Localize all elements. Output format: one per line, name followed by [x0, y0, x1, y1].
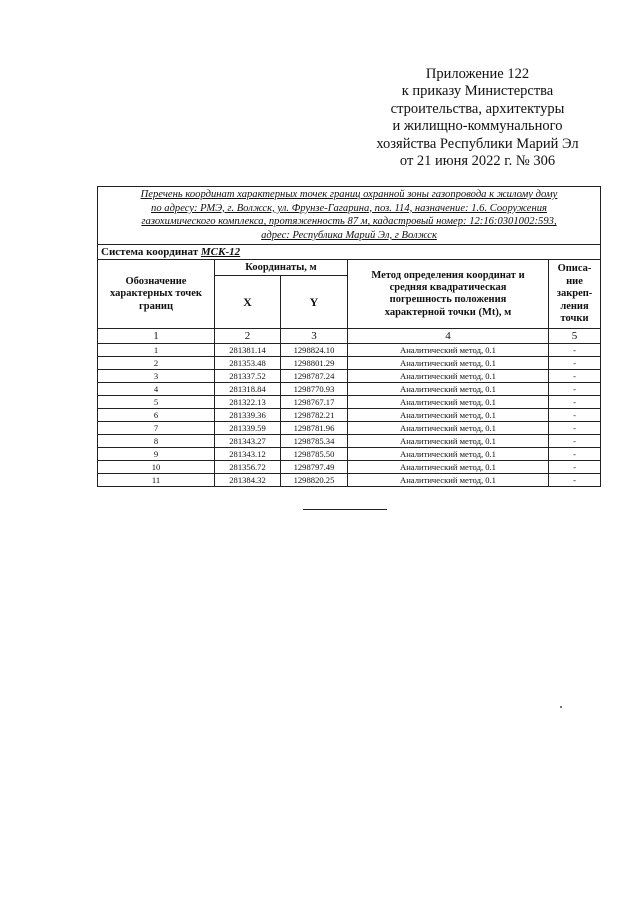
cell-coord-y: 1298781.96 [281, 422, 348, 435]
cell-coord-y: 1298787.24 [281, 370, 348, 383]
cell-coord-x: 281343.12 [215, 448, 281, 461]
coordinate-system-name: МСК-12 [200, 246, 241, 259]
cell-method: Аналитический метод, 0.1 [348, 435, 549, 448]
cell-coord-y: 1298770.93 [281, 383, 348, 396]
column-number: 2 [215, 329, 281, 344]
header-x: X [215, 276, 281, 329]
header-method-line: Метод определения координат и [371, 269, 525, 281]
cell-point-number: 6 [98, 409, 215, 422]
cell-point-number: 3 [98, 370, 215, 383]
appendix-line: строительства, архитектуры [390, 100, 565, 117]
cell-point-number: 2 [98, 357, 215, 370]
header-desc-line: точки [560, 312, 589, 324]
cell-method: Аналитический метод, 0.1 [348, 383, 549, 396]
scan-speck [560, 706, 562, 708]
cell-coord-x: 281384.32 [215, 474, 281, 487]
table-row [98, 383, 601, 396]
table-row [98, 448, 601, 461]
caption-line: Перечень координат характерных точек границ охранной зоны газопровода к жилому дому [140, 189, 558, 200]
caption-line: газохимического комплекса, протяженность 87 м, кадастровый номер: 12:16:0301002:593, [141, 216, 557, 228]
header-point [98, 260, 215, 329]
table-row [98, 461, 601, 474]
cell-description: - [549, 344, 601, 357]
coordinates-table [97, 186, 601, 487]
cell-description: - [549, 474, 601, 487]
column-number: 5 [549, 329, 601, 344]
cell-coord-x: 281339.36 [215, 409, 281, 422]
cell-coord-x: 281322.13 [215, 396, 281, 409]
cell-method: Аналитический метод, 0.1 [348, 396, 549, 409]
cell-description: - [549, 370, 601, 383]
cell-coord-y: 1298782.21 [281, 409, 348, 422]
header-row [98, 260, 601, 276]
appendix-line: хозяйства Республики Марий Эл [376, 135, 579, 152]
appendix-line: Приложение 122 [425, 66, 530, 82]
header-description [549, 260, 601, 329]
cell-coord-y: 1298785.50 [281, 448, 348, 461]
header-desc-line: ние [566, 275, 583, 287]
cell-point-number: 11 [98, 474, 215, 487]
appendix-header [355, 66, 600, 170]
header-point-line: Обозначение [125, 275, 187, 287]
cell-method: Аналитический метод, 0.1 [348, 448, 549, 461]
cell-point-number: 10 [98, 461, 215, 474]
column-number: 1 [98, 329, 215, 344]
column-number: 3 [281, 329, 348, 344]
cell-description: - [549, 461, 601, 474]
header-coords: Координаты, м [215, 260, 348, 276]
cell-point-number: 5 [98, 396, 215, 409]
cell-coord-y: 1298797.49 [281, 461, 348, 474]
header-method [348, 260, 549, 329]
table-row [98, 344, 601, 357]
cell-coord-x: 281343.27 [215, 435, 281, 448]
cell-method: Аналитический метод, 0.1 [348, 344, 549, 357]
column-number: 4 [348, 329, 549, 344]
cell-coord-y: 1298767.17 [281, 396, 348, 409]
header-desc-line: Описа- [557, 263, 592, 275]
cell-method: Аналитический метод, 0.1 [348, 474, 549, 487]
appendix-line: к приказу Министерства [401, 83, 554, 100]
cell-coord-x: 281339.59 [215, 422, 281, 435]
cell-method: Аналитический метод, 0.1 [348, 357, 549, 370]
coordinate-system-label: Система координат [101, 246, 199, 259]
cell-description: - [549, 409, 601, 422]
cell-method: Аналитический метод, 0.1 [348, 422, 549, 435]
table-row [98, 435, 601, 448]
table-row [98, 409, 601, 422]
header-desc-line: ления [560, 300, 589, 312]
cell-point-number: 9 [98, 448, 215, 461]
caption-line: адрес: Республика Марий Эл, г Волжск [261, 229, 437, 241]
coordinate-system-row [98, 245, 601, 260]
header-y: Y [281, 276, 348, 329]
table-row [98, 396, 601, 409]
cell-coord-x: 281356.72 [215, 461, 281, 474]
header-method-line: средняя квадратическая [389, 281, 507, 293]
cell-point-number: 7 [98, 422, 215, 435]
cell-coord-y: 1298824.10 [281, 344, 348, 357]
appendix-line: от 21 июня 2022 г. № 306 [399, 153, 556, 170]
header-method-line: характерной точки (Mt), м [384, 306, 512, 318]
table-row [98, 422, 601, 435]
cell-description: - [549, 396, 601, 409]
table-caption-row [98, 187, 601, 245]
cell-method: Аналитический метод, 0.1 [348, 370, 549, 383]
cell-point-number: 4 [98, 383, 215, 396]
cell-point-number: 1 [98, 344, 215, 357]
coordinate-system [98, 245, 601, 260]
header-point-line: границ [138, 300, 173, 312]
column-number-row [98, 329, 601, 344]
cell-coord-x: 281337.52 [215, 370, 281, 383]
caption-line: по адресу: РМЭ, г. Волжск, ул. Фрунзе-Гагарина, поз. 114, назначение: 1.6. Сооружения [151, 202, 547, 214]
table-row [98, 474, 601, 487]
cell-coord-x: 281318.84 [215, 383, 281, 396]
cell-coord-x: 281353.48 [215, 357, 281, 370]
table-caption [98, 187, 601, 245]
cell-method: Аналитический метод, 0.1 [348, 461, 549, 474]
data-rows [98, 344, 601, 487]
cell-method: Аналитический метод, 0.1 [348, 409, 549, 422]
cell-description: - [549, 383, 601, 396]
header-point-line: характерных точек [110, 288, 202, 300]
cell-coord-x: 281381.14 [215, 344, 281, 357]
header-method-line: погрешность положения [389, 294, 507, 306]
appendix-line: и жилищно-коммунального [392, 118, 563, 135]
cell-coord-y: 1298801.29 [281, 357, 348, 370]
cell-coord-y: 1298820.25 [281, 474, 348, 487]
header-desc-line: закреп- [556, 288, 593, 300]
cell-description: - [549, 435, 601, 448]
table-row [98, 370, 601, 383]
cell-description: - [549, 448, 601, 461]
separator-line [303, 509, 387, 510]
table-row [98, 357, 601, 370]
cell-description: - [549, 422, 601, 435]
cell-description: - [549, 357, 601, 370]
cell-coord-y: 1298785.34 [281, 435, 348, 448]
cell-point-number: 8 [98, 435, 215, 448]
